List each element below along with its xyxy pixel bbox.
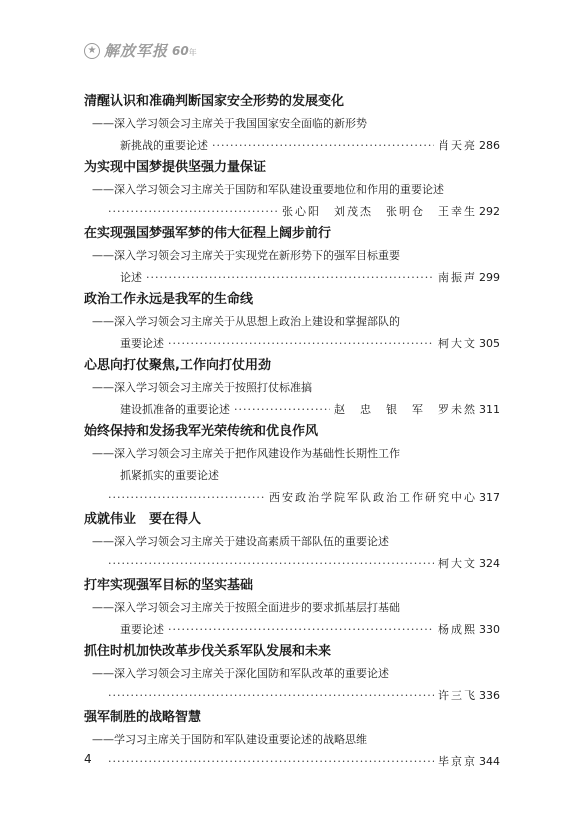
toc-entry-title[interactable]: 打牢实现强军目标的坚实基础 — [84, 578, 254, 593]
dot-leader — [168, 619, 434, 641]
toc-entry-author: 杨成熙 — [438, 623, 477, 636]
toc-entry-author: 张心阳 刘茂杰 张明仓 王幸生 — [282, 205, 477, 218]
toc-entry-title[interactable]: 清醒认识和准确判断国家安全形势的发展变化 — [84, 94, 345, 109]
toc-entry[interactable] — [84, 575, 500, 641]
toc-entry-title[interactable]: 为实现中国梦提供坚强力量保证 — [84, 160, 267, 175]
toc-entry-page[interactable]: 317 — [479, 491, 500, 504]
toc-entry-title[interactable]: 抓住时机加快改革步伐关系军队发展和未来 — [84, 644, 332, 659]
toc-entry-author: 毕京京 — [438, 755, 477, 768]
toc-entry[interactable] — [84, 91, 500, 157]
toc-entry-leader-line — [84, 135, 500, 157]
toc-entry-author: 柯大文 — [438, 557, 477, 570]
toc-entry-page[interactable]: 330 — [479, 623, 500, 636]
toc-entry[interactable] — [84, 157, 500, 223]
toc-entry-leader-line — [84, 553, 500, 575]
toc-entry-title[interactable]: 强军制胜的战略智慧 — [84, 710, 202, 725]
toc-entry-title[interactable]: 政治工作永远是我军的生命线 — [84, 292, 254, 307]
toc-entry-subtitle: ——深入学习领会习主席关于把作风建设作为基础性长期性工作 — [92, 447, 400, 460]
toc-entry-page[interactable]: 324 — [479, 557, 500, 570]
toc-entry-page[interactable]: 311 — [479, 403, 500, 416]
dot-leader — [108, 685, 434, 707]
toc-entry-title[interactable]: 心思向打仗聚焦,工作向打仗用劲 — [84, 358, 271, 373]
toc-entry-leader-line — [84, 751, 500, 773]
toc-entry-leader-line — [84, 685, 500, 707]
page-number: 4 — [84, 752, 92, 766]
dot-leader — [168, 333, 434, 355]
star-emblem-icon: ★ — [84, 43, 100, 59]
toc-entry-page[interactable]: 305 — [479, 337, 500, 350]
toc-entry-continuation: 抓紧抓实的重要论述 — [120, 469, 219, 482]
toc-entry-title[interactable]: 在实现强国梦强军梦的伟大征程上阔步前行 — [84, 226, 332, 241]
table-of-contents — [84, 91, 500, 773]
toc-entry-subtitle: ——学习习主席关于国防和军队建设重要论述的战略思维 — [92, 733, 367, 746]
toc-entry[interactable] — [84, 421, 500, 509]
toc-entry-page[interactable]: 292 — [479, 205, 500, 218]
toc-entry[interactable] — [84, 355, 500, 421]
toc-entry[interactable] — [84, 223, 500, 289]
toc-entry-subtitle: ——深入学习领会习主席关于从思想上政治上建设和掌握部队的 — [92, 315, 400, 328]
toc-entry-subtitle: ——深入学习领会习主席关于按照全面进步的要求抓基层打基础 — [92, 601, 400, 614]
toc-entry[interactable] — [84, 707, 500, 773]
toc-entry-author: 南振声 — [438, 271, 477, 284]
dot-leader — [108, 553, 434, 575]
dot-leader — [108, 751, 434, 773]
dot-leader — [146, 267, 434, 289]
toc-entry-subtitle: ——深入学习领会习主席关于按照打仗标准搞 — [92, 381, 312, 394]
toc-entry-leader-line — [84, 267, 500, 289]
toc-entry-page[interactable]: 299 — [479, 271, 500, 284]
toc-entry-continuation: 重要论述 — [120, 623, 164, 636]
logo-years: 60年 — [172, 43, 197, 58]
toc-entry-continuation: 重要论述 — [120, 337, 164, 350]
dot-leader — [108, 201, 278, 223]
toc-entry-continuation: 新挑战的重要论述 — [120, 139, 208, 152]
toc-entry-title[interactable]: 成就伟业 要在得人 — [84, 512, 202, 527]
toc-entry-author: 许三飞 — [438, 689, 477, 702]
toc-entry-author: 柯大文 — [438, 337, 477, 350]
toc-entry[interactable] — [84, 641, 500, 707]
dot-leader — [108, 487, 265, 509]
toc-entry-leader-line — [84, 487, 500, 509]
toc-entry-page[interactable]: 344 — [479, 755, 500, 768]
toc-entry-leader-line — [84, 333, 500, 355]
toc-entry-subtitle: ——深入学习领会习主席关于我国国家安全面临的新形势 — [92, 117, 367, 130]
toc-entry-author: 赵 忠 银 军 罗未然 — [334, 403, 477, 416]
toc-entry-continuation: 论述 — [120, 271, 142, 284]
toc-entry-page[interactable]: 336 — [479, 689, 500, 702]
toc-entry-leader-line — [84, 201, 500, 223]
toc-entry-leader-line — [84, 399, 500, 421]
toc-entry-subtitle: ——深入学习领会习主席关于深化国防和军队改革的重要论述 — [92, 667, 389, 680]
toc-entry-title[interactable]: 始终保持和发扬我军光荣传统和优良作风 — [84, 424, 319, 439]
toc-entry-subtitle: ——深入学习领会习主席关于建设高素质干部队伍的重要论述 — [92, 535, 389, 548]
dot-leader — [212, 135, 434, 157]
dot-leader — [234, 399, 330, 421]
newspaper-logo — [84, 40, 197, 61]
logo-text: 解放军报 — [104, 42, 169, 60]
toc-entry-continuation: 建设抓准备的重要论述 — [120, 403, 230, 416]
toc-entry[interactable] — [84, 289, 500, 355]
toc-entry-author: 肖天亮 — [438, 139, 477, 152]
toc-entry-author: 西安政治学院军队政治工作研究中心 — [269, 491, 477, 504]
toc-entry-page[interactable]: 286 — [479, 139, 500, 152]
toc-entry-subtitle: ——深入学习领会习主席关于实现党在新形势下的强军目标重要 — [92, 249, 400, 262]
toc-entry[interactable] — [84, 509, 500, 575]
toc-entry-subtitle: ——深入学习领会习主席关于国防和军队建设重要地位和作用的重要论述 — [92, 183, 444, 196]
toc-entry-leader-line — [84, 619, 500, 641]
